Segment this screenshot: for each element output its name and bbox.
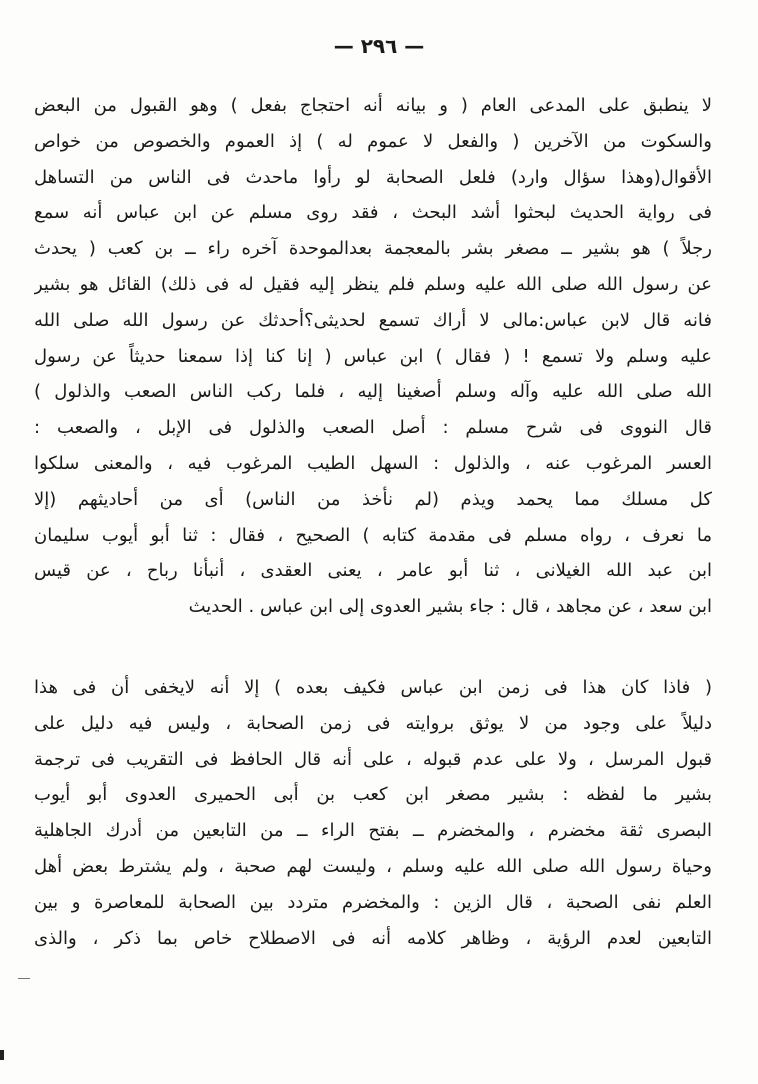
paragraph-1 bbox=[34, 88, 712, 625]
text-line: فى رواية الحديث لبحثوا أشد البحث ، فقد روى مسلم عن ابن عباس أنه سمع bbox=[34, 202, 712, 224]
text-line: العسر المرغوب عنه ، والذلول : السهل الطيب المرغوب فيه ، والمعنى سلكوا bbox=[34, 452, 712, 474]
text-line: لا ينطبق على المدعى العام ( و بيانه أنه احتجاج بفعل ) وهو القبول من البعض bbox=[34, 95, 712, 116]
text-line: قبول المرسل ، ولا على عدم قبوله ، على أنه قال الحافظ فى التقريب فى ترجمة bbox=[34, 748, 712, 770]
text-line: ( فاذا كان هذا فى زمن ابن عباس فكيف بعده ) إلا أنه لايخفى أن فى هذا bbox=[34, 677, 712, 698]
text-line: وحياة رسول الله صلى الله عليه وسلم ، وليست لهم صحبة ، ولم يشترط بعض أهل bbox=[34, 855, 712, 877]
text-line: رجلاً ) هو بشير ــ مصغر بشر بالمعجمة بعدالموحدة آخره راء ــ بن كعب ( يحدث bbox=[34, 238, 712, 260]
text-line: الله صلى الله عليه وآله وسلم أصغينا إليه ، فلما ركب الناس الصعب والذلول ) bbox=[34, 381, 712, 403]
text-line: فانه قال لابن عباس:مالى لا أراك تسمع لحديثى؟أحدثك عن رسول الله صلى الله bbox=[34, 309, 712, 331]
paragraph-2 bbox=[34, 670, 712, 956]
text-line: عن رسول الله صلى الله عليه وسلم فلم ينظر إليه فقيل له فى ذلك) القائل هو بشير bbox=[34, 273, 712, 295]
text-line: كل مسلك مما يحمد ويذم (لم نأخذ من الناس) أى من أحاديثهم (إلا bbox=[34, 488, 712, 510]
text-line: بشير ما لفظه : بشير مصغر ابن كعب بن أبى الحميرى العدوى أبو أيوب bbox=[34, 784, 712, 806]
text-line: ابن عبد الله الغيلانى ، ثنا أبو عامر ، يعنى العقدى ، أنبأنا رباح ، عن قيس bbox=[34, 560, 712, 582]
text-line: دليلاً على وجود من لا يوثق بروايته فى زمن الصحابة ، وليس فيه دليل على bbox=[34, 712, 712, 734]
text-line: ما نعرف ، رواه مسلم فى مقدمة كتابه ) الصحيح ، فقال : ثنا أبو أيوب سليمان bbox=[34, 524, 712, 546]
text-line: الأقوال(وهذا سؤال وارد) فلعل الصحابة لو رأوا ماحدث فى الناس من التساهل bbox=[34, 166, 712, 188]
scan-edge-mark bbox=[0, 1050, 4, 1060]
text-line: العلم نفى الصحبة ، قال الزين : والمخضرم متردد بين الصحابة للمعاصرة و بين bbox=[34, 891, 712, 913]
text-line: قال النووى فى شرح مسلم : أصل الصعب والذلول فى الإبل ، والصعب : bbox=[34, 417, 712, 439]
text-line: والسكوت من الآخرين ( والفعل لا عموم له ) إذ العموم والخصوص من خواص bbox=[34, 130, 712, 152]
text-line: عليه وسلم ولا تسمع ! ( فقال ) ابن عباس ( إنا كنا إذا سمعنا حديثاً عن رسول bbox=[34, 345, 712, 367]
text-line: ابن سعد ، عن مجاهد ، قال : جاء بشير العدوى إلى ابن عباس . الحديث bbox=[188, 596, 712, 618]
page-number: — ٢٩٦ — bbox=[333, 34, 425, 58]
text-line: التابعين لعدم الرؤية ، وظاهر كلامه أنه فى الاصطلاح خاص بما ذكر ، والذى bbox=[34, 927, 712, 949]
margin-dash bbox=[18, 978, 30, 979]
text-line: البصرى ثقة مخضرم ، والمخضرم ــ بفتح الراء ــ من التابعين من أدرك الجاهلية bbox=[34, 820, 712, 842]
